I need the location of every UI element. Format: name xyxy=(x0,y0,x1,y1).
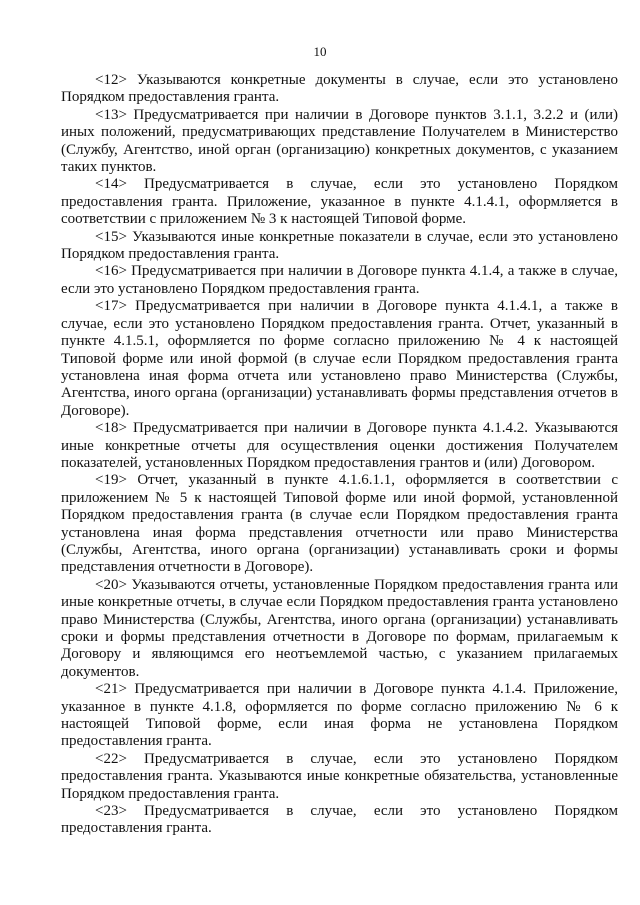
footnote-16: <16> Предусматривается при наличии в Договоре пункта 4.1.4, а также в случае, если это установлено Порядком предоставления гранта. xyxy=(61,263,618,297)
footnote-21: <21> Предусматривается при наличии в Договоре пункта 4.1.4. Приложение, указанное в пункте 4.1.8, оформляется по форме согласно приложению № 6 к настоящей Типовой форме, если иная форма не установлена Порядком предоставления гранта. xyxy=(61,681,618,750)
footnote-23: <23> Предусматривается в случае, если это установлено Порядком предоставления гранта. xyxy=(61,803,618,837)
footnote-22: <22> Предусматривается в случае, если это установлено Порядком предоставления гранта. Указываются иные конкретные обязательства, установленные Порядком предоставления гранта. xyxy=(61,750,618,802)
footnotes-block xyxy=(61,72,618,838)
footnote-18: <18> Предусматривается при наличии в Договоре пункта 4.1.4.2. Указываются иные конкретные отчеты для осуществления оценки достижения Получателем показателей, установленных Порядком предоставления грантов и (или) Договором. xyxy=(61,420,618,471)
footnote-13: <13> Предусматривается при наличии в Договоре пунктов 3.1.1, 3.2.2 и (или) иных положений, предусматривающих представление Получателем в Министерство (Службу, Агентство, иной орган (организацию) конкретных документов, с указанием таких пунктов. xyxy=(61,106,618,176)
page-number: 10 xyxy=(313,44,327,59)
footnote-17: <17> Предусматривается при наличии в Договоре пункта 4.1.4.1, а также в случае, если это установлено Порядком предоставления гранта. Отчет, указанный в пункте 4.1.5.1, оформляется по форме согласно приложению № 4 к настоящей Типовой форме или иной формой (в случае если Порядком предоставления гранта установлена иная форма отчета или установлено право Министерства (Службы, Агентства, иного органа (организации) устанавливать формы представления отчетов в Договоре). xyxy=(61,298,618,419)
footnote-14: <14> Предусматривается в случае, если это установлено Порядком предоставления гранта. Приложение, указанное в пункте 4.1.4.1, оформляется в соответствии с приложением № 3 к настоящей Типовой форме. xyxy=(61,176,618,228)
footnote-12: <12> Указываются конкретные документы в случае, если это установлено Порядком предоставления гранта. xyxy=(61,72,618,106)
footnote-19: <19> Отчет, указанный в пункте 4.1.6.1.1, оформляется в соответствии с приложением № 5 к настоящей Типовой форме или иной формой, установленной Порядком предоставления гранта (в случае если Порядком предоставления гранта установлена иная форма представления отчетности или право Министерства (Службы, Агентства, иного органа (организации) устанавливать сроки и формы представления отчетности в Договоре). xyxy=(61,472,618,576)
footnote-15: <15> Указываются иные конкретные показатели в случае, если это установлено Порядком предоставления гранта. xyxy=(61,228,618,263)
footnote-20: <20> Указываются отчеты, установленные Порядком предоставления гранта или иные конкретные отчеты, в случае если Порядком предоставления гранта установлено право Министерства (Службы, Агентства, иного органа (организации) устанавливать сроки и формы представления отчетности в Договоре по формам, прилагаемым к Договору и являющимся его неотъемлемой частью, с указанием прилагаемых документов. xyxy=(61,576,618,680)
